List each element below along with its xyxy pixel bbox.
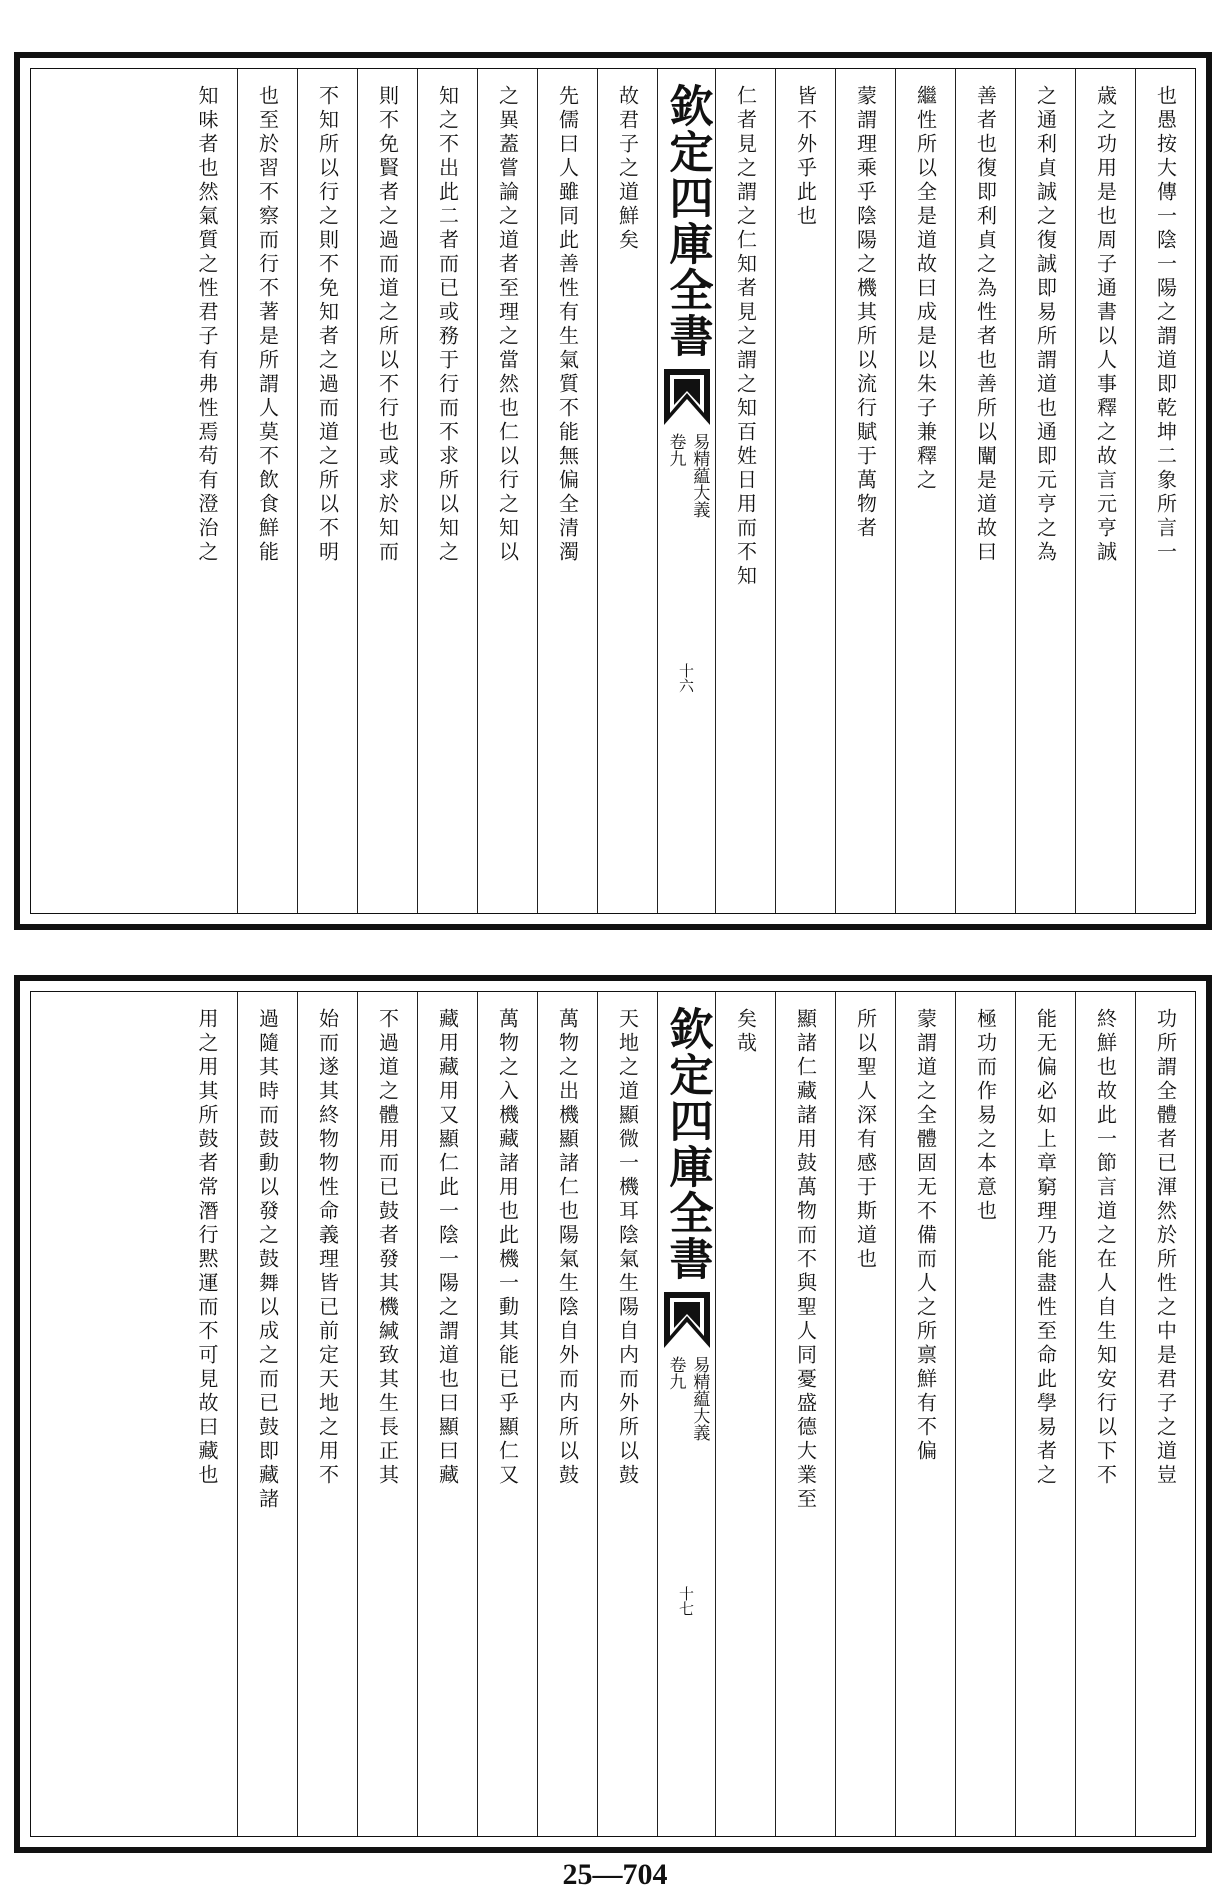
text-column: 蒙謂理乘乎陰陽之機其所以流行賦于萬物者 — [835, 69, 895, 913]
bottom-page-frame — [14, 975, 1212, 1853]
text-column: 之異蓋嘗論之道者至理之當然也仁以行之知以 — [477, 69, 537, 913]
text-column: 終鮮也故此一節言道之在人自生知安行以下不 — [1075, 992, 1135, 1836]
book-title: 欽定四庫全書 — [661, 83, 713, 359]
text-column: 極功而作易之本意也 — [955, 992, 1015, 1836]
text-column: 天地之道顯微一機耳陰氣生陽自内而外所以鼓 — [597, 992, 657, 1836]
text-column: 蒙謂道之全體固无不備而人之所禀鮮有不偏 — [895, 992, 955, 1836]
text-column: 不知所以行之則不免知者之過而道之所以不明 — [297, 69, 357, 913]
volume-label: 卷九 — [665, 433, 686, 467]
text-column: 歳之功用是也周子通書以人事釋之故言元亨誠 — [1075, 69, 1135, 913]
fishtail-mark-icon — [664, 369, 710, 425]
center-fold-margin — [657, 992, 715, 1836]
text-column: 知味者也然氣質之性君子有弗性焉苟有澄治之 — [195, 85, 219, 565]
text-column: 不過道之體用而已鼓者發其機緘致其生長正其 — [357, 992, 417, 1836]
fold-meta — [666, 433, 708, 518]
text-column: 用之用其所鼓者常潛行黙運而不可見故曰藏也 — [195, 1008, 219, 1488]
text-column: 藏用藏用又顯仁此一陰一陽之謂道也曰顯曰藏 — [417, 992, 477, 1836]
top-page-frame — [14, 52, 1212, 930]
text-column: 先儒曰人雖同此善性有生氣質不能無偏全清濁 — [537, 69, 597, 913]
page-number-footer: 25—704 — [562, 1858, 668, 1891]
text-column: 萬物之出機顯諸仁也陽氣生陰自外而内所以鼓 — [537, 992, 597, 1836]
book-title: 欽定四庫全書 — [661, 1006, 713, 1282]
text-column: 萬物之入機藏諸用也此機一動其能已乎顯仁又 — [477, 992, 537, 1836]
text-column: 仁者見之謂之仁知者見之謂之知百姓日用而不知 — [715, 69, 775, 913]
text-column: 矣哉 — [715, 992, 775, 1836]
text-column: 過隨其時而鼓動以發之鼓舞以成之而已鼓即藏諸 — [237, 992, 297, 1836]
center-fold-margin — [657, 69, 715, 913]
top-page-columns — [31, 69, 1195, 913]
bottom-page-columns — [31, 992, 1195, 1836]
text-column: 功所謂全體者已渾然於所性之中是君子之道豈 — [1135, 992, 1195, 1836]
text-column: 也愚按大傳一陰一陽之謂道即乾坤二象所言一 — [1135, 69, 1195, 913]
work-title: 易精藴大義 — [689, 1356, 710, 1441]
text-column: 善者也復即利貞之為性者也善所以闡是道故曰 — [955, 69, 1015, 913]
text-column: 所以聖人深有感于斯道也 — [835, 992, 895, 1836]
text-column: 皆不外乎此也 — [775, 69, 835, 913]
text-column: 故君子之道鮮矣 — [597, 69, 657, 913]
text-column: 之通利貞誠之復誠即易所謂道也通即元亨之為 — [1015, 69, 1075, 913]
text-column: 能无偏必如上章窮理乃能盡性至命此學易者之 — [1015, 992, 1075, 1836]
fishtail-mark-icon — [664, 1292, 710, 1348]
text-column: 始而遂其終物物性命義理皆已前定天地之用不 — [297, 992, 357, 1836]
folio-number: 十七 — [677, 1586, 695, 1616]
text-column: 繼性所以全是道故曰成是以朱子兼釋之 — [895, 69, 955, 913]
folio-number: 十六 — [677, 663, 695, 693]
work-title: 易精藴大義 — [689, 433, 710, 518]
text-column: 則不免賢者之過而道之所以不行也或求於知而 — [357, 69, 417, 913]
text-column: 顯諸仁藏諸用鼓萬物而不與聖人同憂盛德大業至 — [775, 992, 835, 1836]
text-column: 也至於習不察而行不著是所謂人莫不飲食鮮能 — [237, 69, 297, 913]
volume-label: 卷九 — [665, 1356, 686, 1390]
text-column: 知之不出此二者而已或務于行而不求所以知之 — [417, 69, 477, 913]
fold-meta — [666, 1356, 708, 1441]
